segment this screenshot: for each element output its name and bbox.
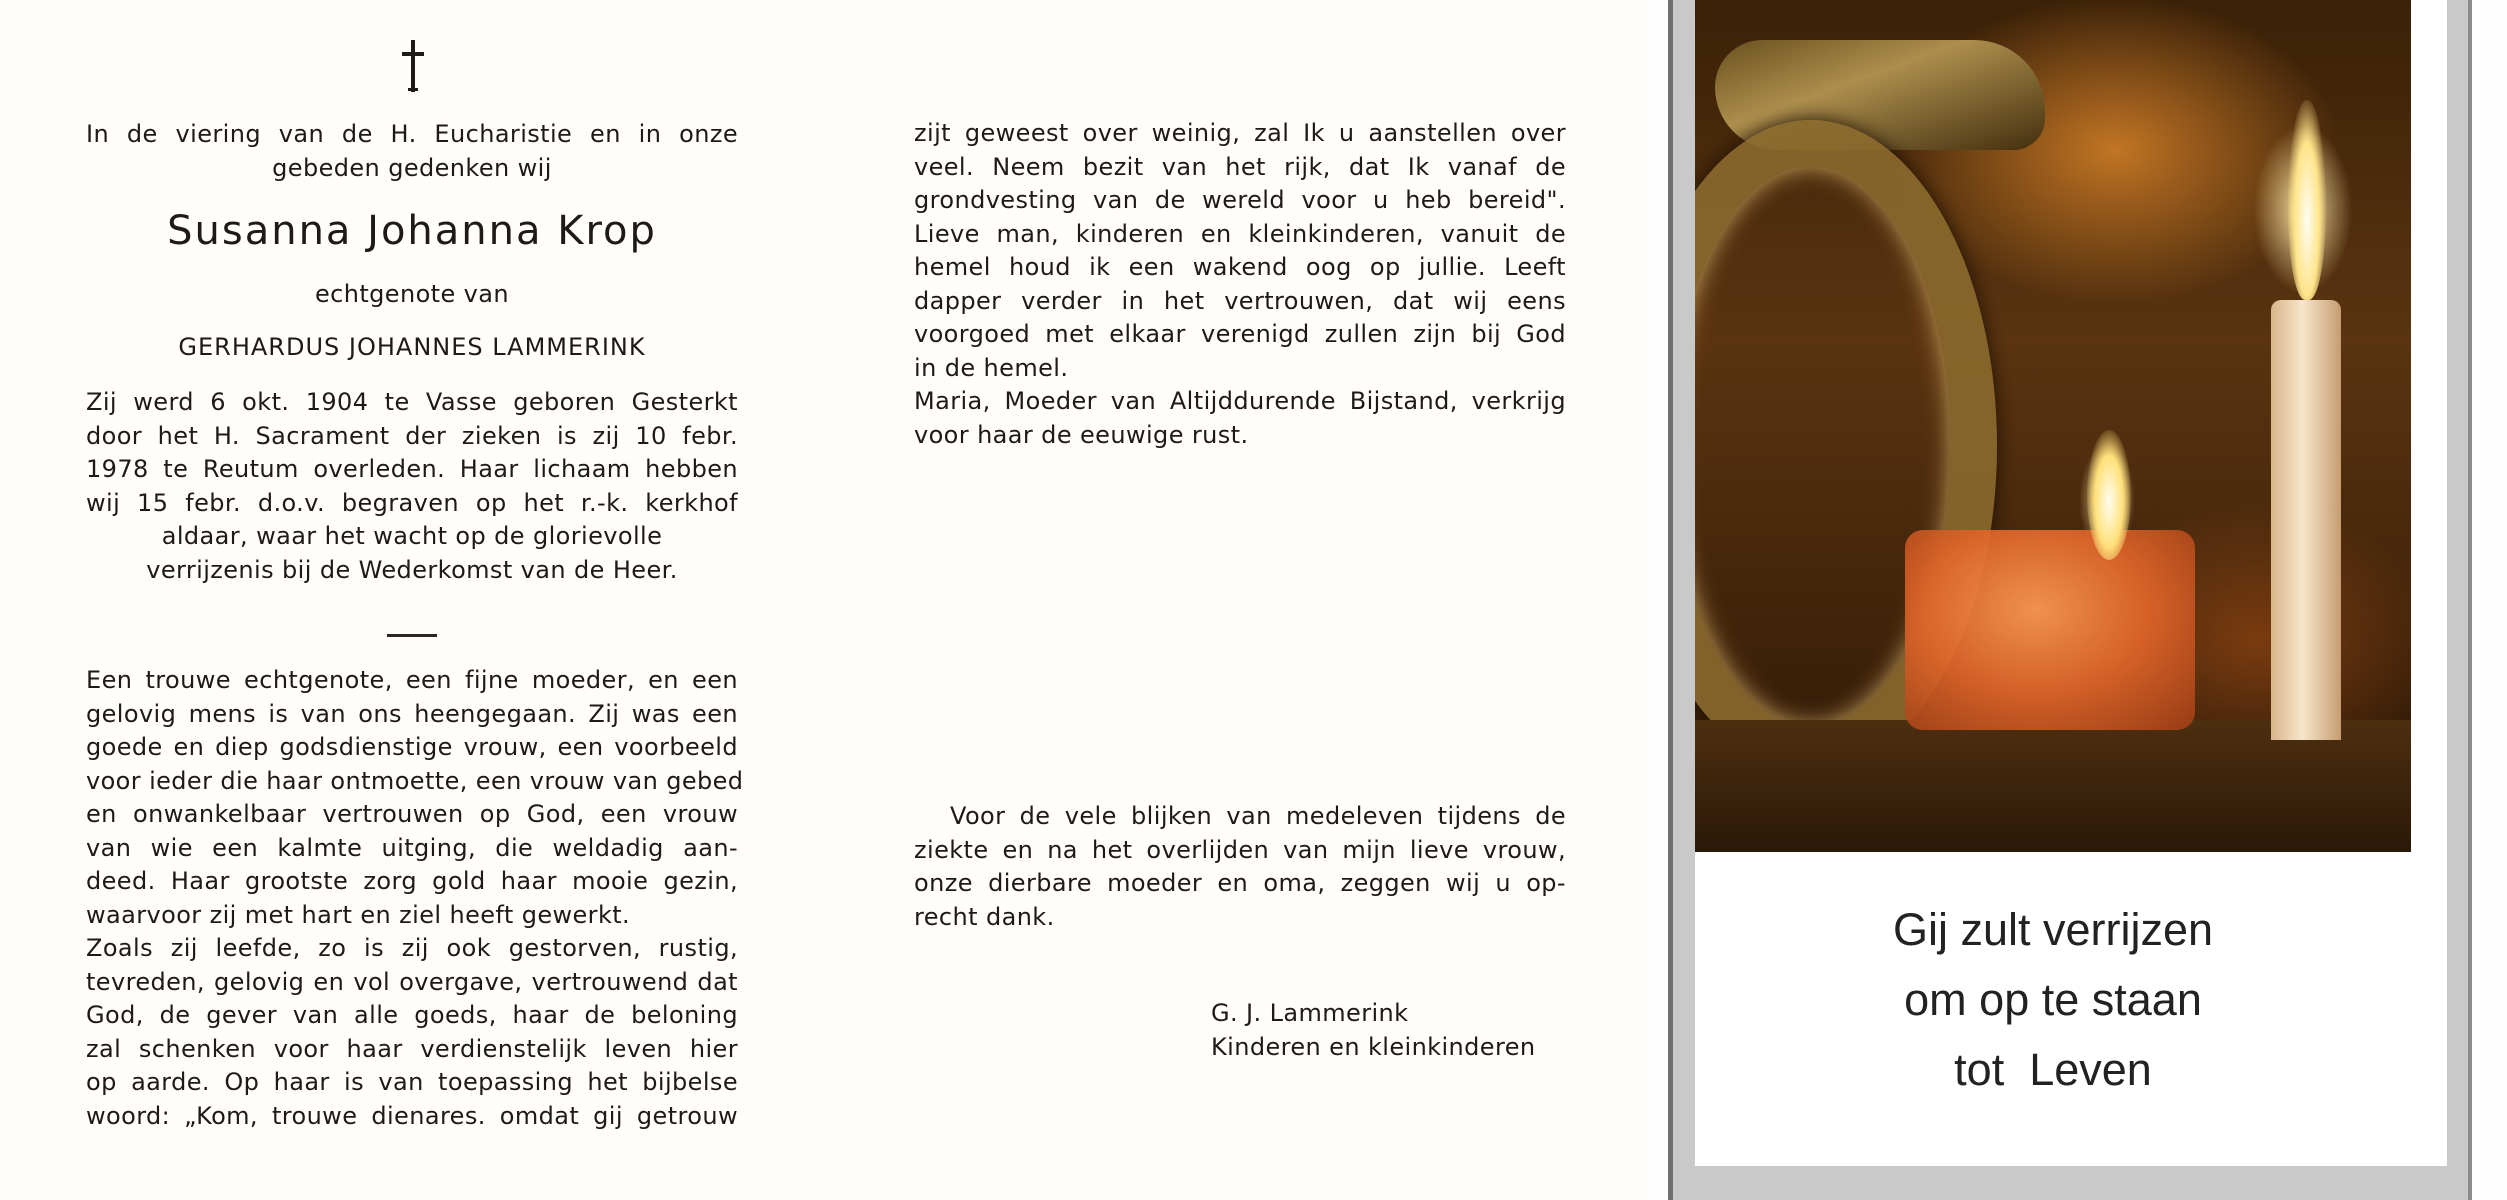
biography-line: aldaar, waar het wacht op de glorievolle: [161, 522, 663, 550]
tribute-line: zal schenken voor haar verdienstelijk leven hier: [86, 1034, 738, 1063]
cross-icon: [398, 38, 428, 94]
card-motto: [1695, 895, 2411, 1105]
section-divider: [387, 634, 437, 637]
motto-line: Gij zult verrijzen: [1892, 904, 2214, 955]
thanks-line: ziekte en na het overlijden van mijn lieve vrouw,: [914, 835, 1566, 864]
tribute-line: Zoals zij leefde, zo is zij ook gestorven, rustig,: [86, 934, 738, 962]
motto-line: om op te staan: [1904, 974, 2202, 1025]
small-candle: [1905, 530, 2195, 730]
tribute-line: en onwankelbaar vertrouwen op God, een vrouw: [86, 800, 738, 828]
tall-candle-flame: [2288, 100, 2326, 300]
tribute-line: op aarde. Op haar is van toepassing het bijbelse: [86, 1068, 738, 1096]
scripture-paragraph: [914, 117, 1566, 452]
small-candle-flame: [2087, 430, 2131, 560]
scripture-line: voor haar de eeuwige rust.: [914, 420, 1249, 449]
signature-line: G. J. Lammerink: [1211, 999, 1409, 1027]
intro-line: In de viering van de H. Eucharistie en in onze: [86, 120, 738, 148]
tribute-line: voor ieder die haar ontmoette, een vrouw van gebed: [86, 766, 744, 795]
scripture-line: dapper verder in het vertrouwen, dat wij eens: [914, 286, 1566, 315]
scripture-line: Lieve man, kinderen en kleinkinderen, vanuit de: [914, 219, 1566, 248]
middle-page: [800, 0, 1650, 1200]
thanks-line: Voor de vele blijken van medeleven tijdens de: [950, 802, 1566, 830]
tribute-line: woord: „Kom, trouwe dienares. omdat gij getrouw: [86, 1101, 738, 1130]
scripture-line: in de hemel.: [914, 353, 1069, 382]
intro-text: [86, 118, 738, 185]
biography-paragraph: [86, 386, 738, 587]
spouse-name: GERHARDUS JOHANNES LAMMERINK: [178, 333, 646, 361]
tall-candle: [2271, 300, 2341, 740]
scripture-line: voorgoed met elkaar verenigd zullen zijn bij God: [914, 320, 1566, 348]
signature-line: Kinderen en kleinkinderen: [1211, 1032, 1536, 1061]
left-page: [0, 0, 800, 1200]
tribute-line: van wie een kalmte uitging, die weldadig aan-: [86, 833, 738, 862]
spouse-relation: echtgenote van: [314, 280, 509, 308]
thanks-line: onze dierbare moeder en oma, zeggen wij u op-: [914, 869, 1566, 897]
intro-line: gebeden gedenken wij: [272, 153, 552, 182]
tribute-line: gelovig mens is van ons heengegaan. Zij was een: [86, 699, 738, 728]
scripture-line: zijt geweest over weinig, zal Ik u aanstellen over: [914, 119, 1566, 147]
biography-line: door het H. Sacrament der zieken is zij 10 febr.: [86, 421, 738, 450]
motto-line: tot Leven: [1954, 1044, 2152, 1095]
scripture-line: veel. Neem bezit van het rijk, dat Ik vanaf de: [914, 152, 1566, 181]
biography-line: 1978 te Reutum overleden. Haar lichaam hebben: [86, 455, 738, 483]
scripture-line: grondvesting van de wereld voor u heb bereid".: [914, 186, 1566, 214]
candle-photo: [1695, 0, 2411, 852]
biography-line: verrijzenis bij de Wederkomst van de Heer.: [146, 555, 678, 584]
tribute-line: God, de gever van alle goeds, haar de beloning: [86, 1001, 738, 1029]
scripture-line: Maria, Moeder van Altijddurende Bijstand, verkrijg: [914, 387, 1566, 415]
tribute-line: goede en diep godsdienstige vrouw, een voorbeeld: [86, 733, 738, 761]
thanks-line: recht dank.: [914, 902, 1055, 931]
tribute-line: tevreden, gelovig en vol overgave, vertrouwend dat: [86, 967, 738, 996]
thanks-paragraph: [914, 800, 1566, 934]
biography-line: Zij werd 6 okt. 1904 te Vasse geboren Gesterkt: [86, 388, 738, 416]
tribute-paragraph: [86, 664, 744, 1133]
tribute-line: Een trouwe echtgenote, een fijne moeder, en een: [86, 666, 738, 694]
deceased-name: Susanna Johanna Krop: [167, 208, 657, 254]
tribute-line: deed. Haar grootste zorg gold haar mooie gezin,: [86, 867, 738, 895]
biography-line: wij 15 febr. d.o.v. begraven op het r.-k. kerkhof: [86, 488, 738, 517]
scripture-line: hemel houd ik een wakend oog op jullie. Leeft: [914, 253, 1566, 281]
tribute-line: waarvoor zij met hart en ziel heeft gewerkt.: [86, 900, 631, 929]
right-page: [1650, 0, 2507, 1200]
signature-block: [1211, 997, 1571, 1064]
